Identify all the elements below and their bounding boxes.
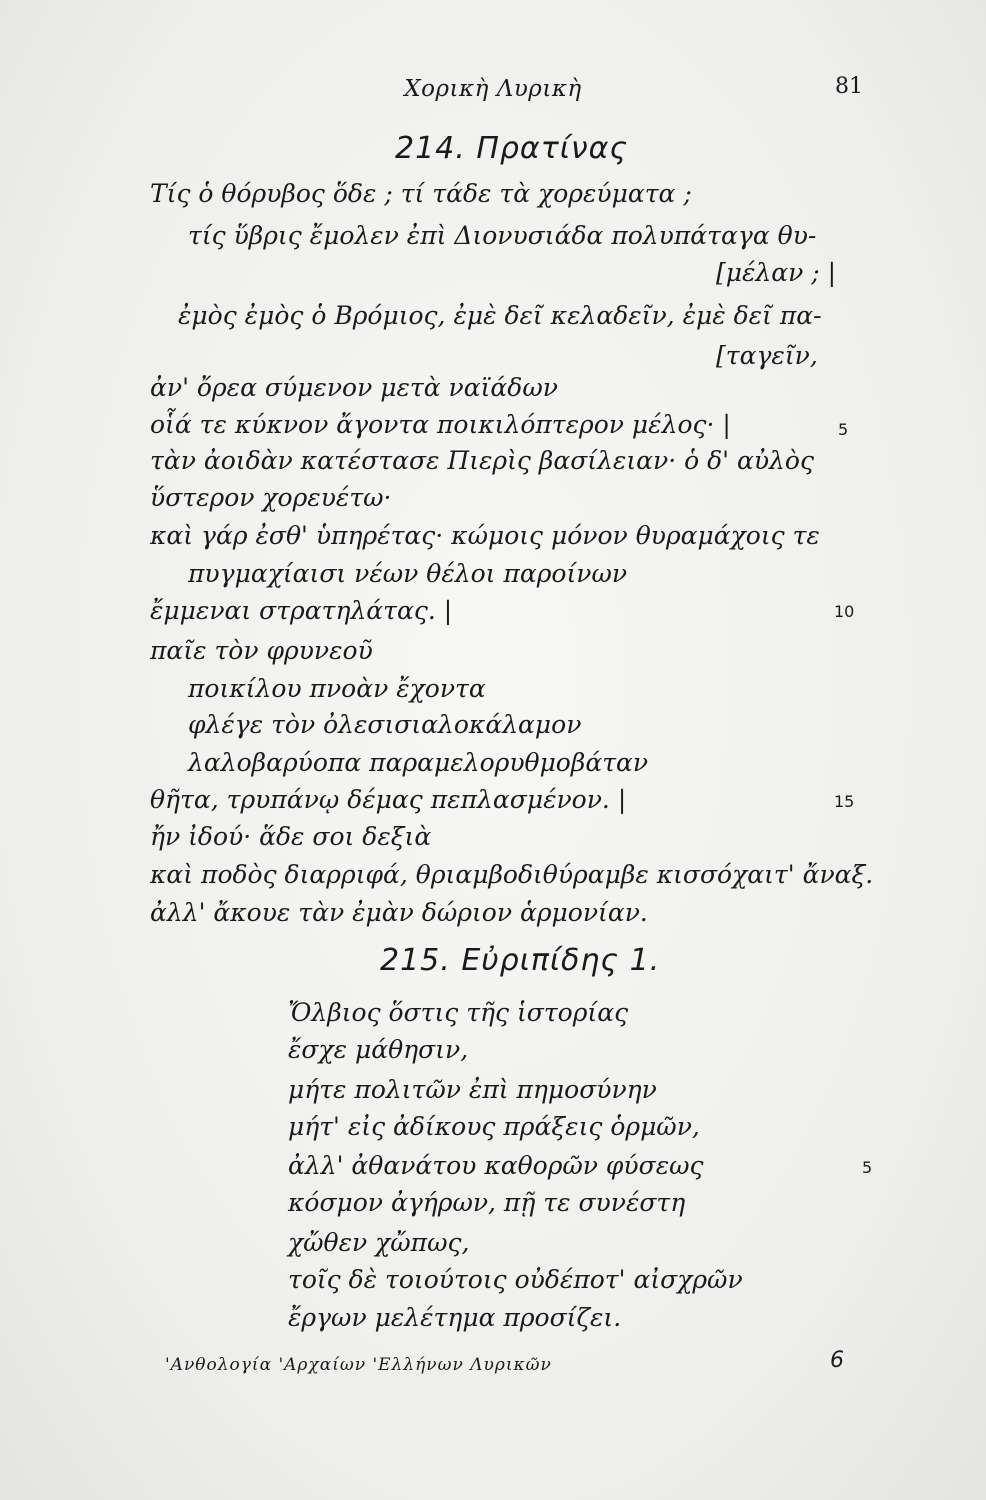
poem-line: ἀν' ὄρεα σύμενον μετὰ ναϊάδων [150,373,558,402]
running-title: Χορικὴ Λυρικὴ [404,76,582,102]
poem-line: μήτε πολιτῶν ἐπὶ πημοσύνην [288,1075,657,1104]
poem-line: τὰν ἀοιδὰν κατέστασε Πιερὶς βασίλειαν· ὁ δ' αὐλὸς [150,446,814,475]
poem-line: ἔμμεναι στρατηλάτας. | [150,596,453,625]
line-number: 5 [862,1158,873,1177]
poem-line: παῖε τὸν φρυνεοῦ [150,636,373,665]
poem-line: ὕστερον χορευέτω· [150,483,392,512]
poem-line: ἔργων μελέτημα προσίζει. [288,1303,622,1332]
poem-line: ἔσχε μάθησιν, [288,1035,469,1064]
poem-line: μήτ' εἰς ἀδίκους πράξεις ὁρμῶν, [288,1112,700,1141]
footer-signature: 6 [830,1348,844,1373]
line-number: 15 [834,792,855,811]
poem-line: ἤν ἰδού· ἅδε σοι δεξιὰ [150,822,432,851]
poem-line: ποικίλου πνοὰν ἔχοντα [188,674,486,703]
poem-line: φλέγε τὸν ὀλεσισιαλοκάλαμον [188,710,582,739]
poem-line: οἷά τε κύκνον ἄγοντα ποικιλόπτερον μέλος· | [150,410,731,439]
poem-line: τοῖς δὲ τοιούτοις οὐδέποτ' αἰσχρῶν [288,1265,743,1294]
page-number: 81 [835,74,863,99]
poem-line: καὶ γάρ ἐσθ' ὑπηρέτας· κώμοις μόνον θυραμάχοις τε [150,521,820,550]
poem-line: καὶ ποδὸς διαρριφά, θριαμβοδιθύραμβε κισσόχαιτ' ἄναξ. [150,860,874,889]
poem-line: ἀλλ' ἄκουε τὰν ἐμὰν δώριον ἁρμονίαν. [150,898,648,927]
section-heading-214: 214. Πρατίνας [395,131,629,166]
poem-line: θῆτα, τρυπάνῳ δέμας πεπλασμένον. | [150,785,627,814]
poem-line: λαλοβαρύοπα παραμελορυθμοβάταν [188,748,649,777]
poem-line: πυγμαχίαισι νέων θέλοι παροίνων [188,559,628,588]
poem-line: χὤθεν χὤπως, [288,1228,470,1257]
poem-line: ἐμὸς ἐμὸς ὁ Βρόμιος, ἐμὲ δεῖ κελαδεῖν, ἐμὲ δεῖ πα- [178,301,822,330]
poem-line-continuation: [ταγεῖν, [716,341,818,370]
line-number: 10 [834,602,855,621]
poem-line: Ὄλβιος ὅστις τῆς ἱστορίας [288,998,629,1027]
poem-line: τίς ὕβρις ἔμολεν ἐπὶ Διονυσιάδα πολυπάταγα θυ- [188,221,817,250]
poem-line-continuation: [μέλαν ; | [716,258,837,287]
footer-book-title: 'Ανθολογία 'Αρχαίων 'Ελλήνων Λυρικῶν [165,1355,552,1375]
line-number: 5 [838,420,849,439]
poem-line: Τίς ὁ θόρυβος ὅδε ; τί τάδε τὰ χορεύματα ; [150,179,692,208]
poem-line: κόσμον ἀγήρων, πῇ τε συνέστη [288,1188,686,1217]
section-heading-215: 215. Εὐριπίδης 1. [380,943,661,978]
poem-line: ἀλλ' ἀθανάτου καθορῶν φύσεως [288,1151,704,1180]
